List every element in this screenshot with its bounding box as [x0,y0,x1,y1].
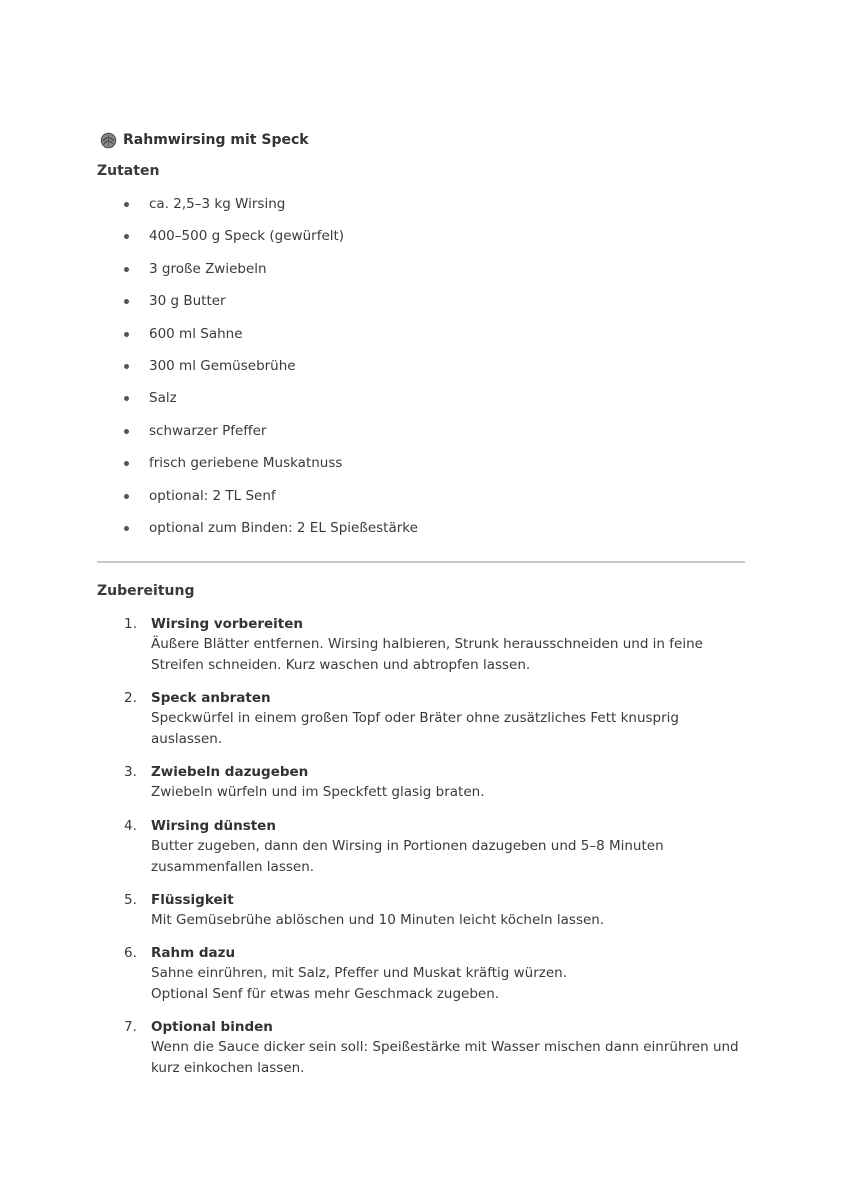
bullet-icon [124,267,129,272]
step-description: Wenn die Sauce dicker sein soll: Speißestärke mit Wasser mischen dann einrühren und kurz einkochen lassen. [151,1039,739,1076]
ingredient-text: 600 ml Sahne [149,325,243,342]
recipe-title-text: Rahmwirsing mit Speck [123,132,309,148]
step-description: Mit Gemüsebrühe ablöschen und 10 Minuten leicht köcheln lassen. [151,912,605,928]
recipe-title [100,130,309,150]
step-title: Speck anbraten [151,690,271,706]
step-title: Rahm dazu [151,945,236,961]
step-title: Flüssigkeit [151,892,234,908]
bullet-icon [124,396,129,401]
step-description: Speckwürfel in einem großen Topf oder Bräter ohne zusätzliches Fett knusprig auslassen. [151,710,679,747]
ingredient-text: optional zum Binden: 2 EL Spießestärke [149,520,418,536]
preparation-heading: Zubereitung [97,583,195,599]
step-description: Butter zugeben, dann den Wirsing in Portionen dazugeben und 5–8 Minuten zusammenfallen lassen. [151,838,664,875]
section-divider [97,561,745,563]
bullet-icon [124,234,129,239]
ingredient-text: Salz [149,390,177,407]
ingredient-item [0,354,600,378]
step-number: 4. [124,818,137,834]
step-number: 2. [124,690,137,706]
step-number: 3. [124,764,137,780]
ingredient-item [0,451,600,475]
step-description: Zwiebeln würfeln und im Speckfett glasig braten. [151,784,485,800]
step-title: Wirsing dünsten [151,818,276,834]
bullet-icon [124,429,129,434]
ingredient-item [0,257,600,281]
bullet-icon [124,494,129,499]
step-description: Sahne einrühren, mit Salz, Pfeffer und Muskat kräftig würzen. Optional Senf für etwas mehr Geschmack zugeben. [151,965,568,1002]
bullet-icon [124,332,129,337]
step-number: 6. [124,945,137,961]
ingredient-text: frisch geriebene Muskatnuss [149,455,343,472]
bullet-icon [124,299,129,304]
ingredient-text: schwarzer Pfeffer [149,422,267,439]
ingredient-item [0,419,600,443]
step-number: 7. [124,1019,137,1035]
ingredient-text: ca. 2,5–3 kg Wirsing [149,196,286,212]
ingredient-item [0,516,600,540]
step-title: Optional binden [151,1019,273,1035]
ingredient-item [0,322,600,346]
bullet-icon [124,526,129,531]
ingredient-text: 3 große Zwiebeln [149,260,267,277]
ingredient-item [0,224,600,248]
ingredients-heading: Zutaten [97,163,160,179]
ingredient-item [0,192,600,216]
cabbage-icon [100,132,117,149]
ingredient-text: 300 ml Gemüsebrühe [149,358,296,374]
ingredient-text: optional: 2 TL Senf [149,487,276,504]
step-description: Äußere Blätter entfernen. Wirsing halbieren, Strunk herausschneiden und in feine Streifen schneiden. Kurz waschen und abtropfen lassen. [151,636,703,673]
ingredient-text: 400–500 g Speck (gewürfelt) [149,228,345,245]
ingredient-text: 30 g Butter [149,293,226,310]
bullet-icon [124,202,129,207]
ingredient-item [0,484,600,508]
step-title: Wirsing vorbereiten [151,616,304,632]
step-number: 5. [124,892,137,908]
bullet-icon [124,364,129,369]
ingredient-item [0,289,600,313]
step-number: 1. [124,616,137,632]
ingredient-item [0,386,600,410]
step-title: Zwiebeln dazugeben [151,764,309,780]
bullet-icon [124,461,129,466]
